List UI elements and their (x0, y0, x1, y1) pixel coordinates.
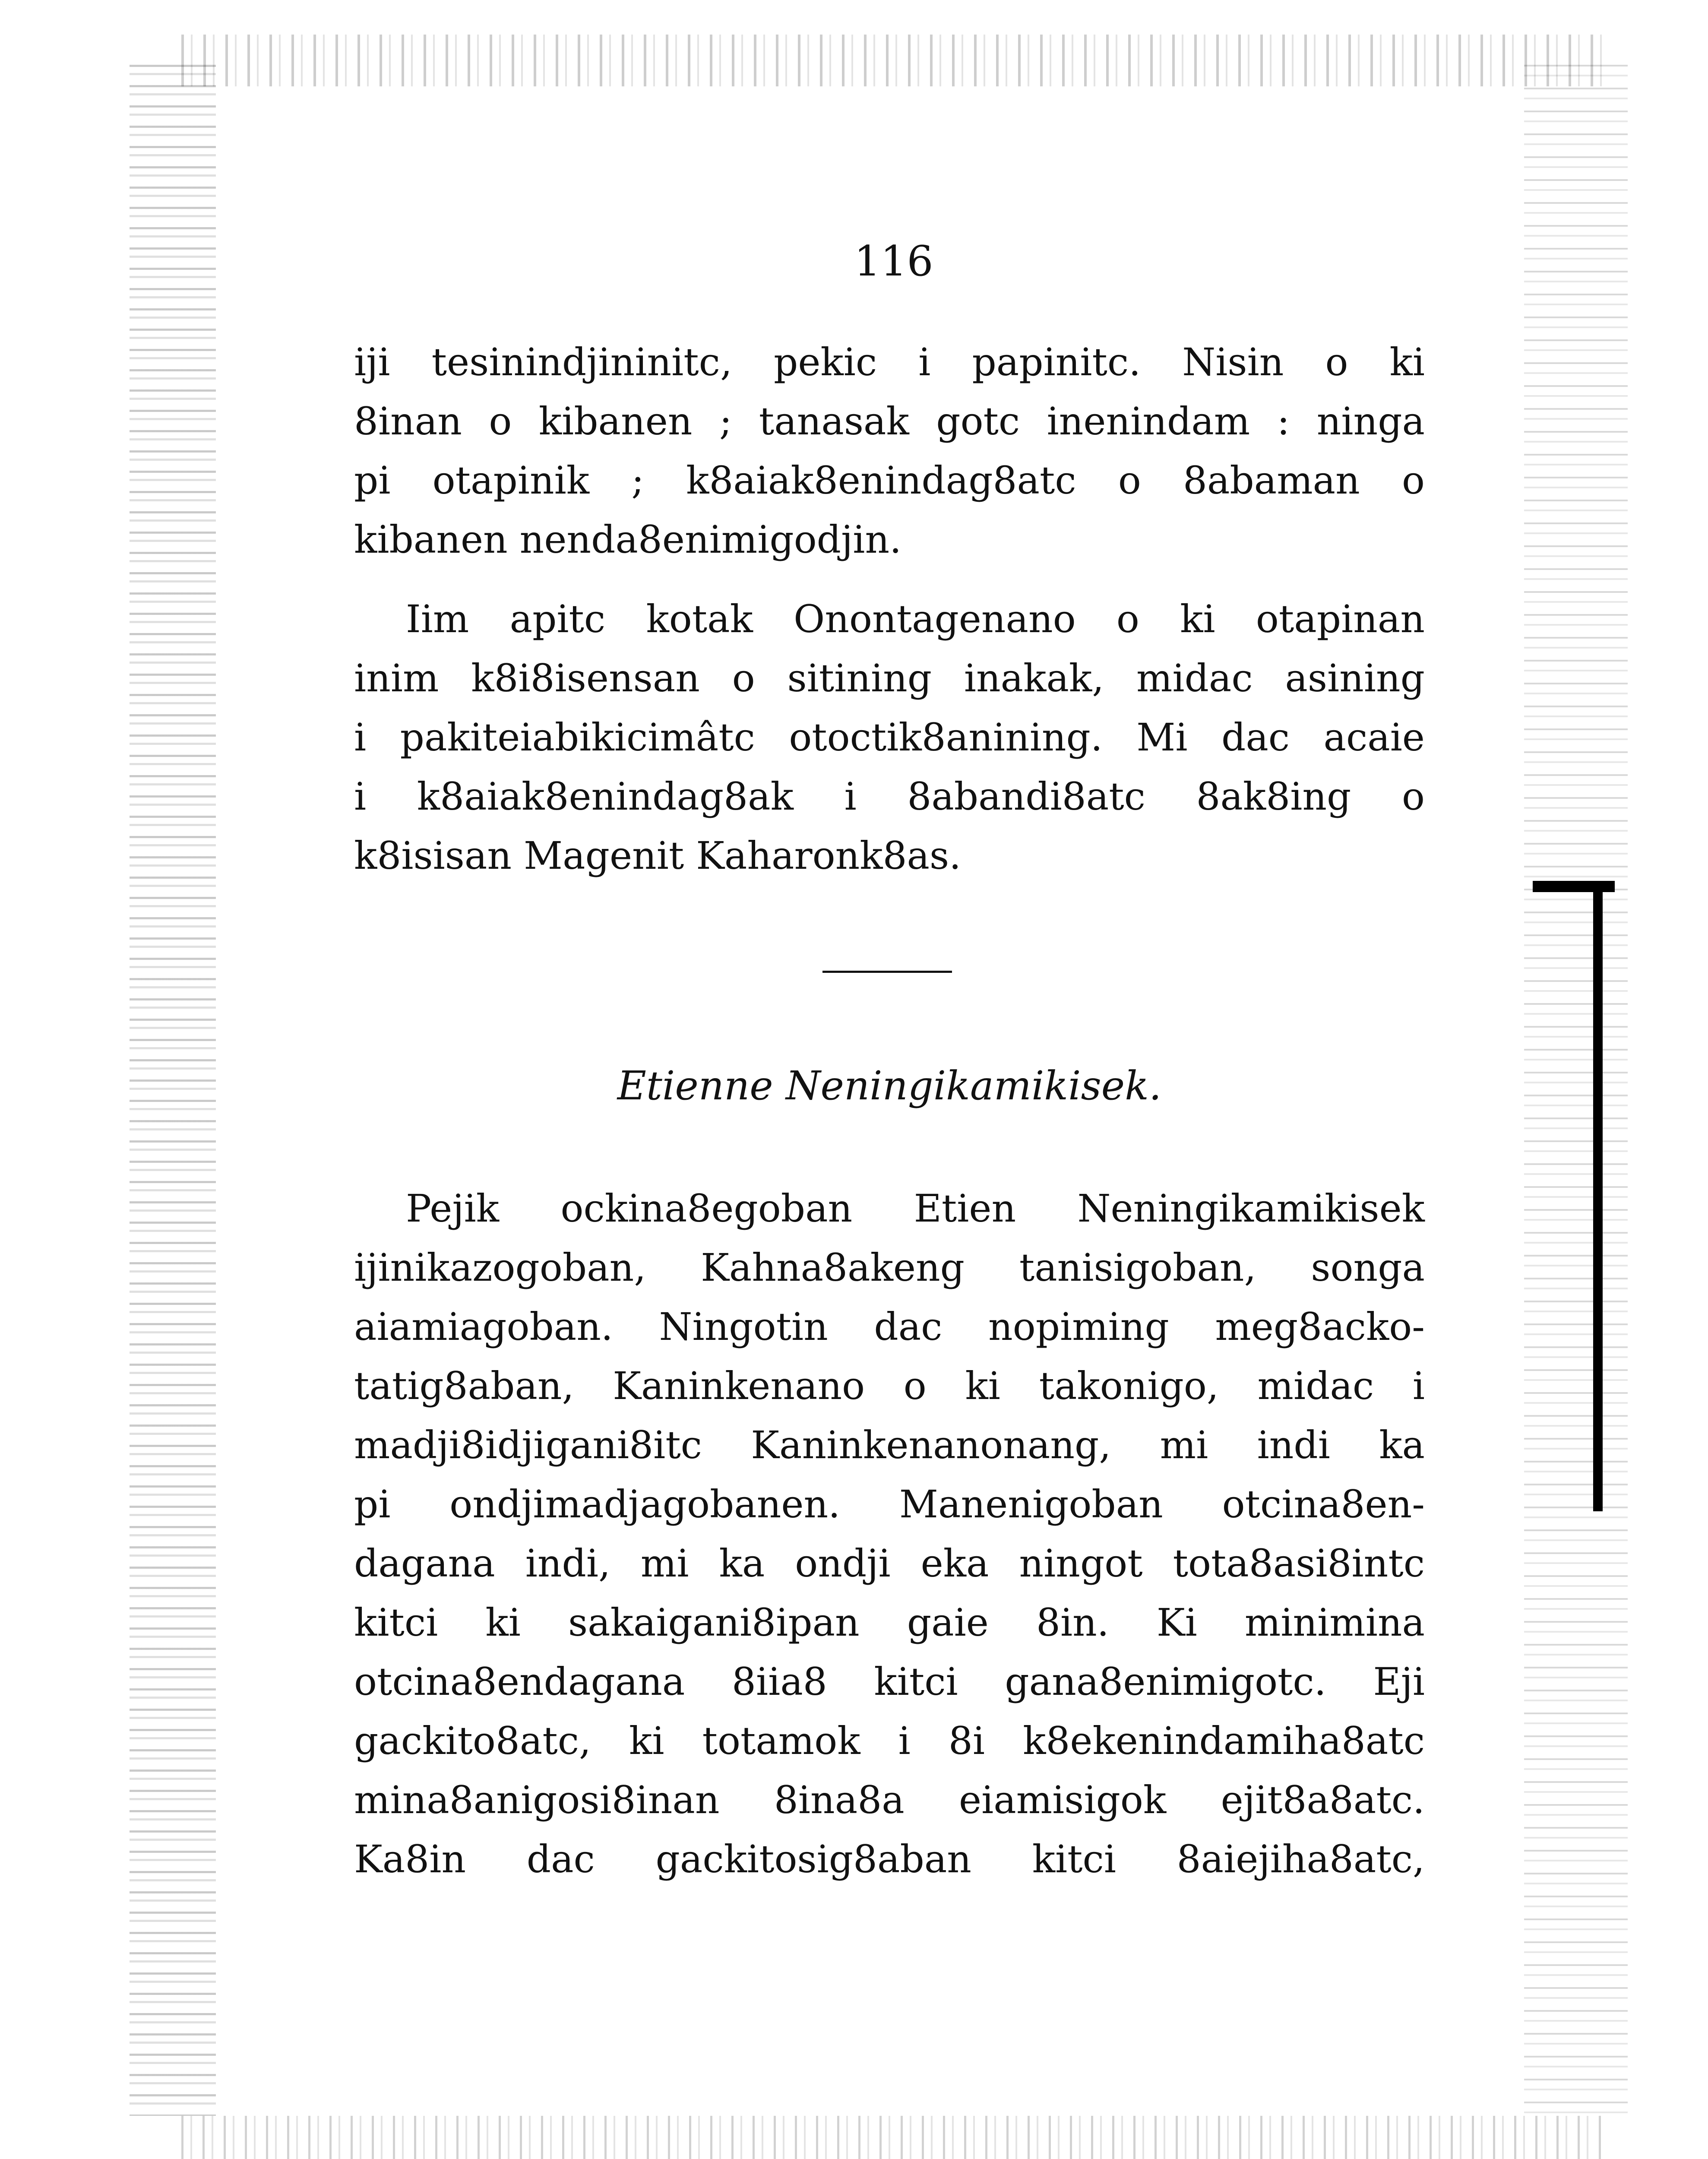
scan-noise-bottom (181, 2116, 1606, 2159)
page-number: 116 (854, 237, 933, 285)
paragraph-line: kibanen nenda8enimigodjin. (354, 517, 902, 562)
paragraph-line: pi otapinik ; k8aiak8enindag8atc o 8abaman o (354, 458, 1425, 503)
paragraph-line: iji tesinindjininitc, pekic i papinitc. Nisin o ki (354, 340, 1425, 384)
paragraph-line: kitci ki sakaigani8ipan gaie 8in. Ki minimina (354, 1600, 1425, 1645)
section-title: Etienne Neningikamikisek. (617, 1063, 1162, 1109)
paragraph-line: i k8aiak8enindag8ak i 8abandi8atc 8ak8ing o (354, 774, 1425, 819)
paragraph-line: pi ondjimadjagobanen. Manenigoban otcina8en- (354, 1482, 1425, 1526)
scan-noise-right (1524, 65, 1628, 2116)
paragraph-line: gackito8atc, ki totamok i 8i k8ekenindamiha8atc (354, 1719, 1425, 1763)
section-divider (822, 971, 952, 973)
paragraph-line: Pejik ockina8egoban Etien Neningikamikisek (406, 1186, 1425, 1231)
scan-noise-left (130, 65, 216, 2116)
paragraph-line: tatig8aban, Kaninkenano o ki takonigo, midac i (354, 1364, 1425, 1408)
paragraph-line: 8inan o kibanen ; tanasak gotc inenindam : ninga (354, 399, 1425, 443)
paragraph-line: dagana indi, mi ka ondji eka ningot tota8asi8intc (354, 1541, 1425, 1586)
margin-bracket (1593, 881, 1603, 1511)
paragraph-line: k8isisan Magenit Kaharonk8as. (354, 833, 962, 878)
paragraph-3 (354, 1179, 1425, 1889)
paragraph-2 (354, 589, 1425, 885)
paragraph-1 (354, 332, 1425, 569)
paragraph-line: inim k8i8isensan o sitining inakak, midac asining (354, 656, 1425, 700)
paragraph-line: Ka8in dac gackitosig8aban kitci 8aiejiha8atc, (354, 1837, 1425, 1881)
paragraph-line: aiamiagoban. Ningotin dac nopiming meg8acko- (354, 1304, 1425, 1349)
scan-noise-top (181, 35, 1606, 86)
paragraph-line: Iim apitc kotak Onontagenano o ki otapinan (406, 597, 1425, 641)
paragraph-line: mina8anigosi8inan 8ina8a eiamisigok ejit8a8atc. (354, 1778, 1425, 1822)
paragraph-line: otcina8endagana 8iia8 kitci gana8enimigotc. Eji (354, 1659, 1425, 1704)
paragraph-line: ijinikazogoban, Kahna8akeng tanisigoban, songa (354, 1245, 1425, 1290)
paragraph-line: madji8idjigani8itc Kaninkenanonang, mi indi ka (354, 1423, 1425, 1467)
paragraph-line: i pakiteiabikicimâtc otoctik8anining. Mi dac acaie (354, 715, 1425, 760)
